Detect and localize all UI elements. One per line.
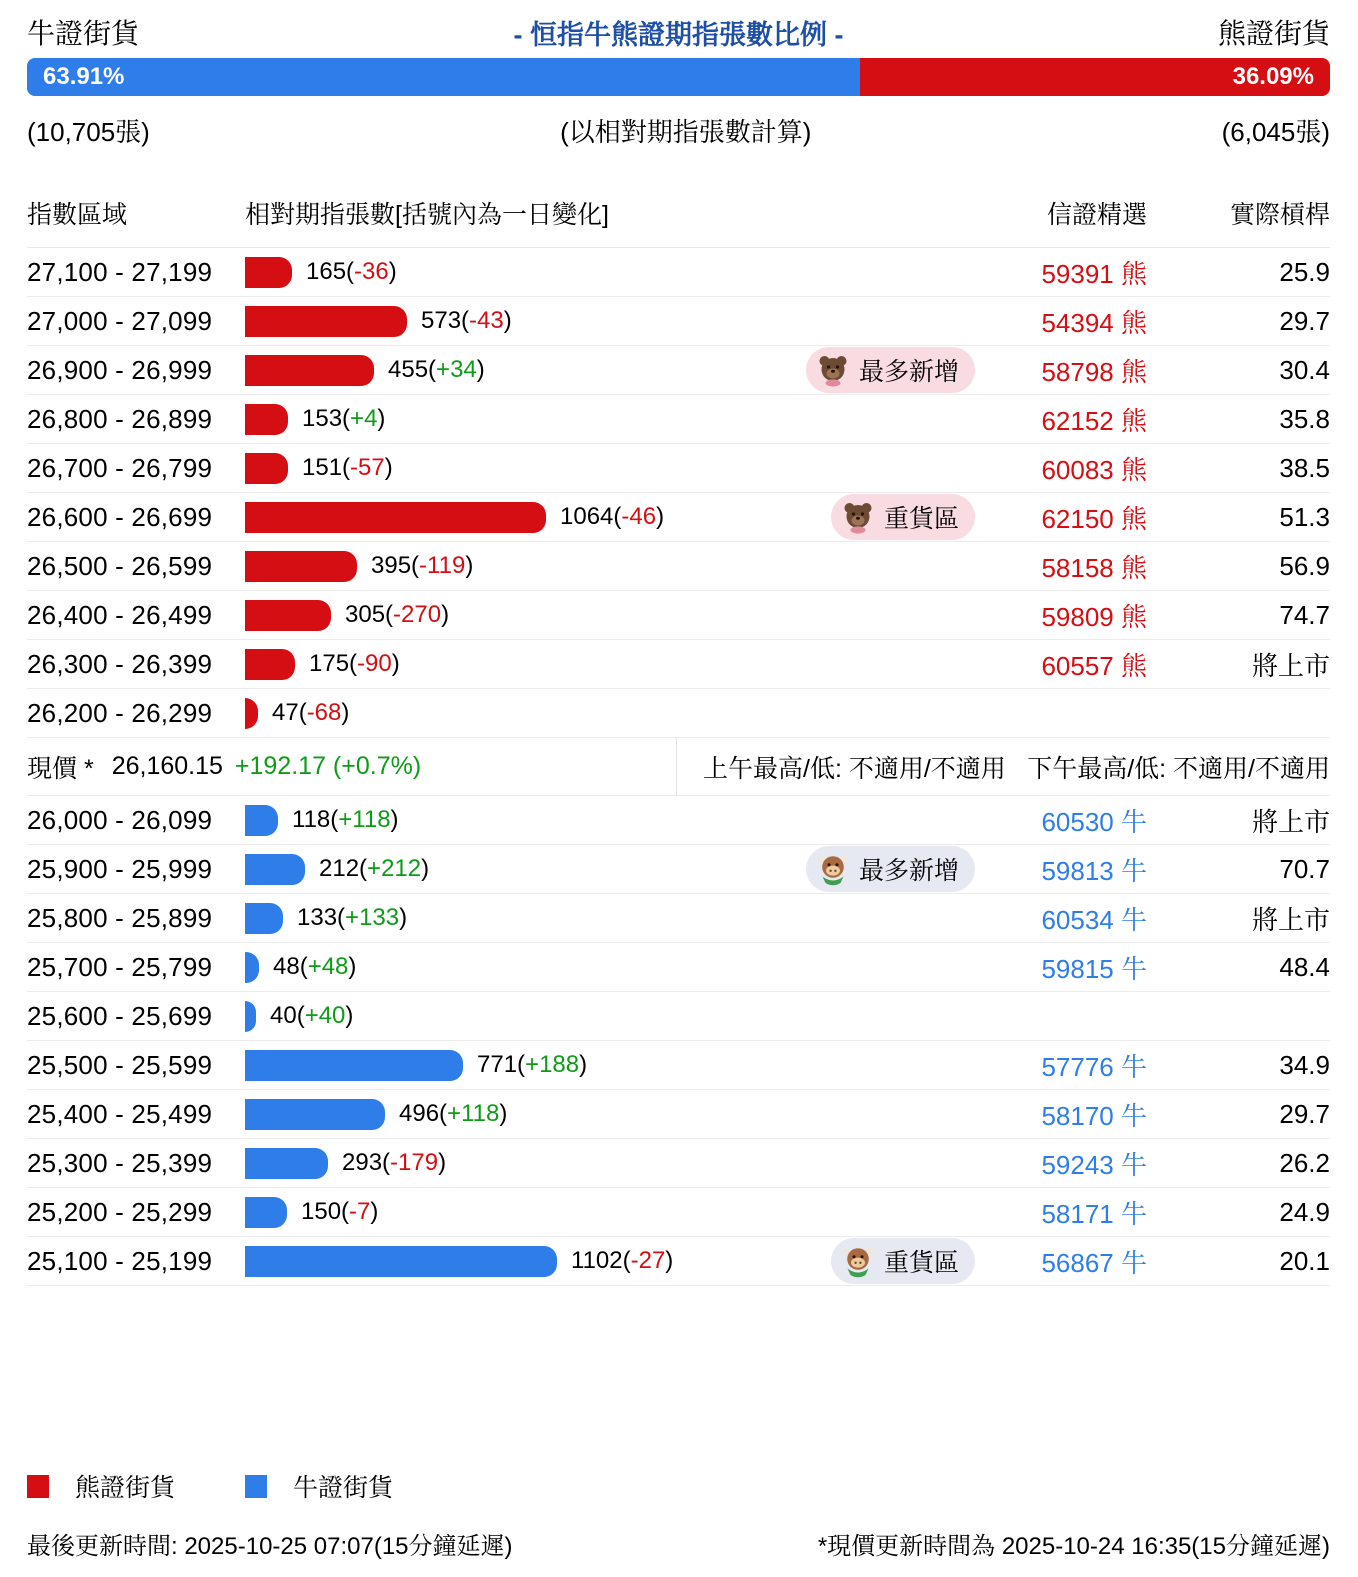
actual-leverage: 29.7 [1279, 1098, 1330, 1129]
actual-leverage: 70.7 [1279, 853, 1330, 884]
contracts-cell [245, 640, 987, 688]
table-row [27, 542, 1330, 591]
contracts-value: 573(-43) [421, 307, 512, 334]
ratio-bear-segment [860, 58, 1330, 96]
contracts-bar [245, 502, 546, 533]
footer [27, 1526, 1330, 1577]
contracts-bar [245, 952, 259, 983]
index-range: 26,700 - 26,799 [27, 452, 213, 483]
index-range: 26,900 - 26,999 [27, 354, 213, 385]
contracts-bar [245, 805, 278, 836]
contracts-value: 118(+118) [292, 806, 399, 833]
contracts-bar [245, 355, 374, 386]
row-badge [806, 846, 975, 892]
contracts-value: 153(+4) [302, 405, 386, 432]
bull-outstanding-label: 牛證街貨 [27, 18, 140, 49]
page-header [27, 14, 1330, 50]
bear-legend-label: 熊證街貨 [75, 1474, 176, 1502]
bull-legend-swatch [245, 1475, 267, 1498]
index-range: 26,800 - 26,899 [27, 403, 213, 434]
contracts-bar [245, 257, 292, 288]
contracts-cell [245, 1041, 987, 1089]
featured-cbbc-code[interactable]: 60083 熊 [1041, 454, 1147, 485]
bear-percent: 36.09% [1232, 63, 1314, 90]
featured-cbbc-code[interactable]: 59809 熊 [1041, 601, 1147, 632]
contracts-cell [245, 1188, 987, 1236]
index-range: 25,200 - 25,299 [27, 1196, 213, 1227]
last-update-time: 最後更新時間: 2025-10-25 07:07(15分鐘延遲) [27, 1533, 513, 1560]
bear-icon [816, 353, 850, 387]
index-range: 25,500 - 25,599 [27, 1049, 213, 1080]
table-row [27, 796, 1330, 845]
contracts-value: 165(-36) [306, 258, 397, 285]
bear-icon [841, 500, 875, 534]
badge-label: 最多新增 [858, 857, 959, 885]
contracts-value: 1064(-46) [560, 503, 665, 530]
actual-leverage: 26.2 [1279, 1147, 1330, 1178]
index-range: 25,400 - 25,499 [27, 1098, 213, 1129]
contracts-value: 175(-90) [309, 650, 400, 677]
index-range: 26,200 - 26,299 [27, 697, 213, 728]
index-range: 25,600 - 25,699 [27, 1000, 213, 1031]
contracts-cell [245, 542, 987, 590]
contracts-cell [245, 689, 987, 737]
actual-leverage: 29.7 [1279, 305, 1330, 336]
row-badge [806, 347, 975, 393]
col-featured-cbbc: 信證精選 [1046, 201, 1147, 229]
col-index-range: 指數區域 [27, 201, 128, 229]
contracts-cell [245, 1090, 987, 1138]
actual-leverage: 34.9 [1279, 1049, 1330, 1080]
index-range: 26,300 - 26,399 [27, 648, 213, 679]
table-row [27, 992, 1330, 1041]
table-row [27, 943, 1330, 992]
table-row [27, 297, 1330, 346]
featured-cbbc-code[interactable]: 59815 牛 [1041, 953, 1147, 984]
row-badge [831, 494, 975, 540]
index-range: 25,300 - 25,399 [27, 1147, 213, 1178]
table-row [27, 1237, 1330, 1286]
contracts-bar [245, 1246, 557, 1277]
current-price-change: +192.17 (+0.7%) [234, 752, 422, 780]
actual-leverage: 56.9 [1279, 550, 1330, 581]
contracts-bar [245, 698, 258, 729]
featured-cbbc-code[interactable]: 59243 牛 [1041, 1149, 1147, 1180]
contracts-cell [245, 894, 987, 942]
featured-cbbc-code[interactable]: 62150 熊 [1041, 503, 1147, 534]
table-row [27, 346, 1330, 395]
bull-legend-label: 牛證街貨 [293, 1474, 394, 1502]
session-high-low-cell [677, 738, 1330, 795]
contracts-value: 47(-68) [272, 699, 350, 726]
contracts-value: 771(+188) [477, 1051, 588, 1078]
bull-percent: 63.91% [43, 63, 125, 90]
contracts-cell [245, 943, 987, 991]
table-row [27, 395, 1330, 444]
contracts-value: 150(-7) [301, 1198, 379, 1225]
contracts-bar [245, 306, 407, 337]
contracts-bar [245, 1099, 385, 1130]
actual-leverage: 48.4 [1279, 951, 1330, 982]
totals-row [27, 112, 1330, 149]
featured-cbbc-code[interactable]: 54394 熊 [1041, 307, 1147, 338]
contracts-cell [245, 444, 987, 492]
legend [27, 1468, 1330, 1504]
featured-cbbc-code[interactable]: 60534 牛 [1041, 904, 1147, 935]
contracts-bar [245, 1197, 287, 1228]
contracts-bar [245, 1001, 256, 1032]
featured-cbbc-code[interactable]: 60530 牛 [1041, 806, 1147, 837]
featured-cbbc-code[interactable]: 58158 熊 [1041, 552, 1147, 583]
contracts-bar [245, 551, 357, 582]
pm-high-low: 下午最高/低: 不適用/不適用 [1027, 754, 1330, 783]
index-range: 26,000 - 26,099 [27, 804, 213, 835]
contracts-value: 151(-57) [302, 454, 393, 481]
featured-cbbc-code[interactable]: 59813 牛 [1041, 855, 1147, 886]
table-row [27, 845, 1330, 894]
featured-cbbc-code[interactable]: 58798 熊 [1041, 356, 1147, 387]
price-update-time: *現價更新時間為 2025-10-24 16:35(15分鐘延遲) [817, 1533, 1330, 1560]
contracts-cell [245, 992, 987, 1040]
current-price-cell [27, 738, 677, 795]
actual-leverage: 30.4 [1279, 354, 1330, 385]
bear-outstanding-label: 熊證街貨 [1217, 18, 1330, 49]
actual-leverage: 35.8 [1279, 403, 1330, 434]
bear-legend-item [27, 1468, 175, 1504]
actual-leverage: 24.9 [1279, 1196, 1330, 1227]
bull-icon [816, 852, 850, 886]
table-row [27, 1090, 1330, 1139]
current-price-value: 26,160.15 [111, 752, 223, 780]
table-row [27, 689, 1330, 738]
featured-cbbc-code[interactable]: 56867 牛 [1041, 1247, 1147, 1278]
current-price-row [27, 738, 1330, 796]
table-row [27, 248, 1330, 297]
featured-cbbc-code[interactable]: 57776 牛 [1041, 1051, 1147, 1082]
am-high-low: 上午最高/低: 不適用/不適用 [703, 754, 1006, 783]
contracts-cell [245, 395, 987, 443]
page-title: - 恒指牛熊證期指張數比例 - [513, 19, 844, 50]
contracts-bar [245, 649, 295, 680]
contracts-value: 293(-179) [342, 1149, 447, 1176]
table-row [27, 1139, 1330, 1188]
col-contracts: 相對期指張數[括號內為一日變化] [245, 201, 609, 229]
contracts-cell [245, 591, 987, 639]
bull-section [27, 796, 1330, 1286]
contracts-cell [245, 845, 987, 893]
actual-leverage: 將上市 [1251, 650, 1330, 681]
featured-cbbc-code[interactable]: 59391 熊 [1041, 258, 1147, 289]
index-range: 25,100 - 25,199 [27, 1245, 213, 1276]
index-range: 25,900 - 25,999 [27, 853, 213, 884]
contracts-bar [245, 600, 331, 631]
table-row [27, 591, 1330, 640]
calculation-note: (以相對期指張數計算) [560, 117, 812, 147]
table-row [27, 1188, 1330, 1237]
actual-leverage: 51.3 [1279, 501, 1330, 532]
contracts-bar [245, 1148, 328, 1179]
badge-label: 重貨區 [883, 505, 959, 533]
actual-leverage: 25.9 [1279, 256, 1330, 287]
actual-leverage: 將上市 [1251, 806, 1330, 837]
featured-cbbc-code[interactable]: 60557 熊 [1041, 650, 1147, 681]
index-range: 26,400 - 26,499 [27, 599, 213, 630]
contracts-value: 133(+133) [297, 904, 408, 931]
bear-legend-swatch [27, 1475, 49, 1498]
badge-label: 最多新增 [858, 358, 959, 386]
actual-leverage: 20.1 [1279, 1245, 1330, 1276]
contracts-value: 1102(-27) [571, 1247, 674, 1274]
bear-section [27, 248, 1330, 738]
index-range: 26,500 - 26,599 [27, 550, 213, 581]
row-badge [831, 1238, 975, 1284]
contracts-bar [245, 404, 288, 435]
contracts-value: 305(-270) [345, 601, 450, 628]
actual-leverage: 將上市 [1251, 904, 1330, 935]
contracts-cell [245, 248, 987, 296]
contracts-bar [245, 903, 283, 934]
table-row [27, 640, 1330, 689]
featured-cbbc-code[interactable]: 58170 牛 [1041, 1100, 1147, 1131]
ratio-bull-segment [27, 58, 860, 96]
bull-icon [841, 1244, 875, 1278]
contracts-cell [245, 493, 987, 541]
index-range: 26,600 - 26,699 [27, 501, 213, 532]
actual-leverage: 38.5 [1279, 452, 1330, 483]
contracts-value: 395(-119) [371, 552, 474, 579]
bear-total-contracts: (6,045張) [1221, 117, 1330, 147]
contracts-bar [245, 453, 288, 484]
table-row [27, 1041, 1330, 1090]
table-header [27, 195, 1330, 248]
featured-cbbc-code[interactable]: 62152 熊 [1041, 405, 1147, 436]
bull-legend-item [245, 1468, 393, 1504]
current-price-label: 現價 * [27, 754, 94, 783]
index-range: 27,100 - 27,199 [27, 256, 213, 287]
contracts-cell [245, 346, 987, 394]
contracts-value: 40(+40) [270, 1002, 354, 1029]
bull-total-contracts: (10,705張) [27, 117, 150, 147]
contracts-cell [245, 297, 987, 345]
table-row [27, 493, 1330, 542]
index-range: 25,700 - 25,799 [27, 951, 213, 982]
contracts-bar [245, 854, 305, 885]
contracts-cell [245, 796, 987, 844]
bull-bear-ratio-bar [27, 58, 1330, 96]
actual-leverage: 74.7 [1279, 599, 1330, 630]
table-row [27, 444, 1330, 493]
featured-cbbc-code[interactable]: 58171 牛 [1041, 1198, 1147, 1229]
contracts-cell [245, 1237, 987, 1285]
contracts-bar [245, 1050, 463, 1081]
col-actual-leverage: 實際槓桿 [1229, 201, 1330, 229]
index-range: 27,000 - 27,099 [27, 305, 213, 336]
badge-label: 重貨區 [883, 1249, 959, 1277]
table-row [27, 894, 1330, 943]
contracts-value: 48(+48) [273, 953, 357, 980]
contracts-value: 455(+34) [388, 356, 485, 383]
index-range: 25,800 - 25,899 [27, 902, 213, 933]
contracts-value: 496(+118) [399, 1100, 508, 1127]
contracts-value: 212(+212) [319, 855, 430, 882]
contracts-cell [245, 1139, 987, 1187]
